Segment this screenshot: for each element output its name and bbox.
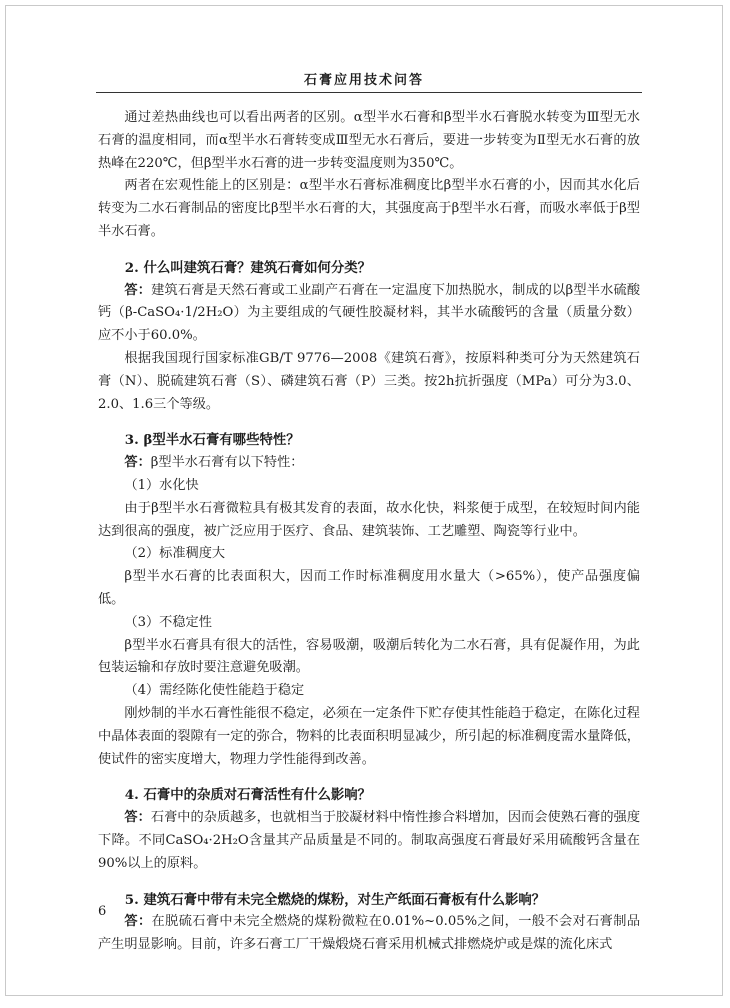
header-rule bbox=[96, 92, 642, 93]
answer-text: 在脱硫石膏中未完全燃烧的煤粉微粒在0.01%~0.05%之间，一般不会对石膏制品产生明显影响。目前，许多石膏工厂干燥煅烧石膏采用机械式排燃烧炉或是煤的流化床式 bbox=[98, 914, 641, 953]
question-5 bbox=[98, 876, 640, 957]
question-2 bbox=[98, 244, 640, 417]
answer-text: 石膏中的杂质越多，也就相当于胶凝材料中惰性掺合料增加，因而会使熟石膏的强度下降。不同CaSO₄·2H₂O含量其产品质量是不同的。制取高强度石膏最好采用硫酸钙含量在90%以上的原料。 bbox=[98, 810, 641, 871]
running-head: 石膏应用技术问答 bbox=[303, 73, 424, 88]
question-5-answer bbox=[98, 911, 640, 957]
property-3-label: （3）不稳定性 bbox=[124, 614, 212, 630]
property-4-text: 刚炒制的半水石膏性能很不稳定，必须在一定条件下贮存使其性能趋于稳定，在陈化过程中晶体表面的裂隙有一定的弥合，物料的比表面积明显减少，所引起的标准稠度需水量降低，使试件的密实度增大，物理力学性能得到改善。 bbox=[98, 705, 640, 767]
question-3-title: 3. β型半水石膏有哪些特性？ bbox=[124, 432, 300, 449]
question-3 bbox=[98, 416, 640, 771]
intro-paragraph-1: 通过差热曲线也可以看出两者的区别。α型半水石膏和β型半水石膏脱水转变为Ⅲ型无水石膏的温度相同，而α型半水石膏转变成Ⅲ型无水石膏后，要进一步转变为Ⅱ型无水石膏的放热峰在220℃，但β型半水石膏的进一步转变温度则为350℃。 bbox=[98, 110, 640, 171]
question-2-title: 2. 什么叫建筑石膏？建筑石膏如何分类？ bbox=[124, 259, 372, 276]
book-page bbox=[5, 5, 723, 996]
answer-label: 答： bbox=[124, 282, 152, 298]
property-1-text: 由于β型半水石膏微粒具有极其发育的表面，故水化快，料浆便于成型，在较短时间内能达到很高的强度，被广泛应用于医疗、食品、建筑装饰、工艺雕塑、陶瓷等行业中。 bbox=[98, 500, 640, 539]
answer-text: 建筑石膏是天然石膏或工业副产石膏在一定温度下加热脱水，制成的以β型半水硫酸钙（β-CaSO₄·1/2H₂O）为主要组成的气硬性胶凝材料，其半水硫酸钙的含量（质量分数）应不小于60.0%。 bbox=[98, 282, 641, 344]
answer-text: β型半水石膏有以下特性： bbox=[150, 455, 304, 471]
intro-paragraph-2: 两者在宏观性能上的区别是：α型半水石膏标准稠度比β型半水石膏的小，因而其水化后转变为二水石膏制品的密度比β型半水石膏的大，其强度高于β型半水石膏，而吸水率低于β型半水石膏。 bbox=[98, 178, 640, 239]
answer-label: 答： bbox=[124, 914, 152, 930]
property-1-label: （1）水化快 bbox=[124, 477, 199, 493]
property-4-label: （4）需经陈化使性能趋于稳定 bbox=[124, 683, 305, 699]
answer-label: 答： bbox=[124, 810, 151, 826]
question-4-answer bbox=[98, 807, 640, 875]
property-3-text: β型半水石膏具有很大的活性，容易吸潮，吸潮后转化为二水石膏，具有促凝作用，为此包装运输和存放时要注意避免吸潮。 bbox=[98, 637, 640, 676]
question-5-title: 5. 建筑石膏中带有未完全燃烧的煤粉，对生产纸面石膏板有什么影响？ bbox=[124, 891, 546, 908]
question-3-answer bbox=[98, 452, 640, 475]
question-4 bbox=[98, 771, 640, 875]
question-4-title: 4. 石膏中的杂质对石膏活性有什么影响？ bbox=[124, 787, 372, 804]
question-2-answer bbox=[98, 280, 640, 348]
page-body bbox=[98, 107, 640, 957]
answer-label: 答： bbox=[124, 455, 151, 471]
property-2-label: （2）标准稠度大 bbox=[124, 546, 226, 562]
page-number: 6 bbox=[98, 904, 107, 919]
property-2-text: β型半水石膏的比表面积大，因而工作时标准稠度用水量大（>65%），使产品强度偏低。 bbox=[98, 569, 640, 607]
question-2-paragraph-2: 根据我国现行国家标准GB/T 9776—2008《建筑石膏》，按原料种类可分为天然建筑石膏（N）、脱硫建筑石膏（S）、磷建筑石膏（P）三类。按2h抗折强度（MPa）可分为3.0、2.0、1.6三个等级。 bbox=[98, 350, 640, 412]
